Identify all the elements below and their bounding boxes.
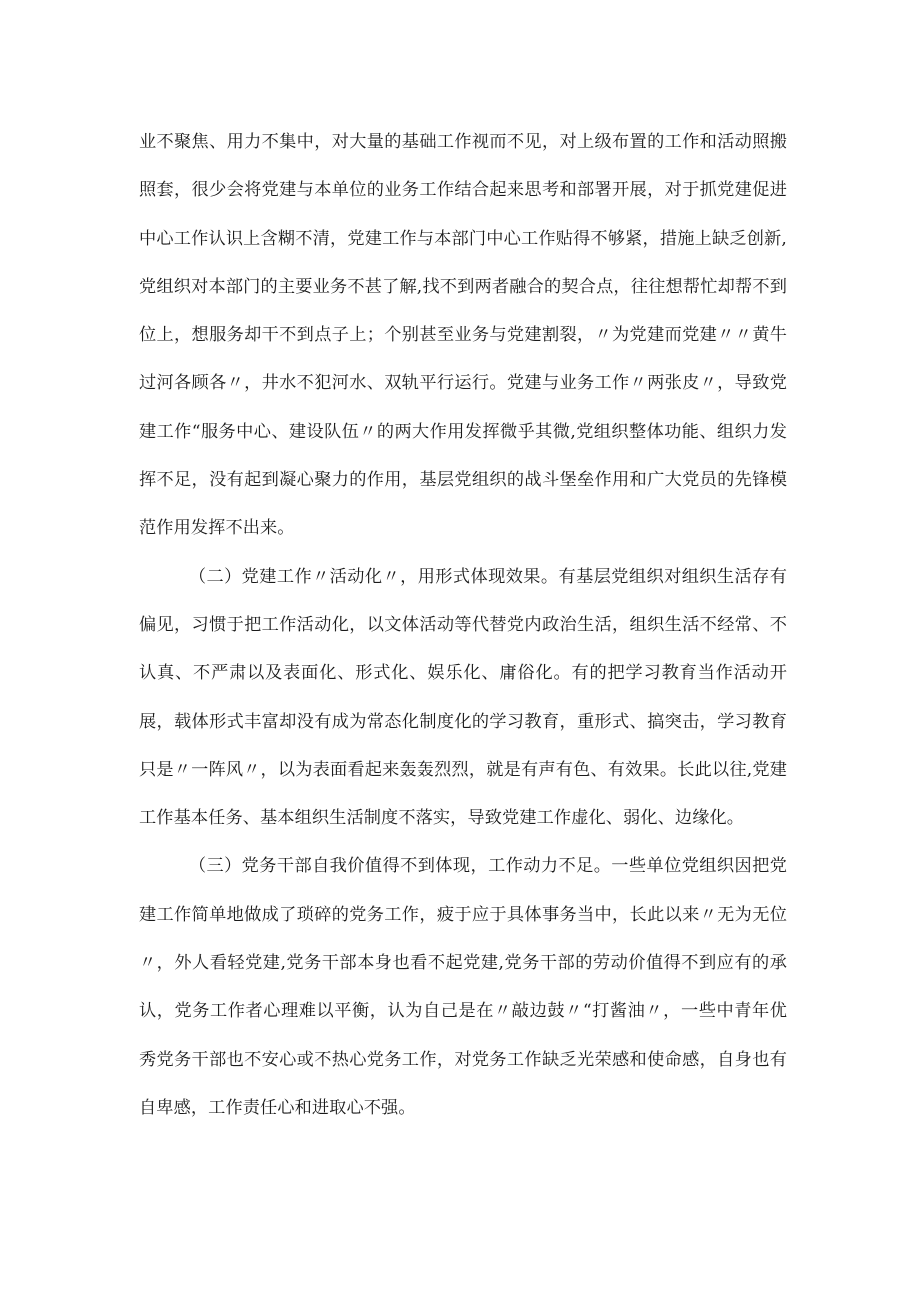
- paragraph-continuation: 业不聚焦、用力不集中，对大量的基础工作视而不见，对上级布置的工作和活动照搬照套，很少会将党建与本单位的业务工作结合起来思考和部署开展，对于抓党建促进中心工作认识上含糊不清，党建工作与本部门中心工作贴得不够紧，措施上缺乏创新,党组织对本部门的主要业务不甚了解,找不到两者融合的契合点，往往想帮忙却帮不到位上，想服务却干不到点子上；个别甚至业务与党建割裂，〃为党建而党建〃〃黄牛过河各顾各〃，井水不犯河水、双轨平行运行。党建与业务工作〃两张皮〃，导致党建工作“服务中心、建设队伍〃的两大作用发挥微乎其微,党组织整体功能、组织力发挥不足，没有起到凝心聚力的作用，基层党组织的战斗堡垒作用和广大党员的先锋模范作用发挥不出来。: [139, 132, 787, 539]
- paragraph-section-two: （二）党建工作〃活动化〃，用形式体现效果。有基层党组织对组织生活存有偏见，习惯于把工作活动化，以文体活动等代替党内政治生活，组织生活不经常、不认真、不严肃以及表面化、形式化、娱乐化、庸俗化。有的把学习教育当作活动开展，载体形式丰富却没有成为常态化制度化的学习教育，重形式、搞突击，学习教育只是〃一阵风〃，以为表面看起来轰轰烈烈，就是有声有色、有效果。长此以往,党建工作基本任务、基本组织生活制度不落实，导致党建工作虚化、弱化、边缘化。: [139, 566, 787, 829]
- paragraph-section-three: （三）党务干部自我价值得不到体现，工作动力不足。一些单位党组织因把党建工作简单地做成了琐碎的党务工作，疲于应于具体事务当中，长此以来〃无为无位〃，外人看轻党建,党务干部本身也看不起党建,党务干部的劳动价值得不到应有的承认，党务工作者心理难以平衡，认为自己是在〃敲边鼓〃“打酱油〃，一些中青年优秀党务干部也不安心或不热心党务工作，对党务工作缺乏光荣感和使命感，自身也有自卑感，工作责任心和进取心不强。: [139, 856, 787, 1118]
- document-body: [139, 118, 787, 1132]
